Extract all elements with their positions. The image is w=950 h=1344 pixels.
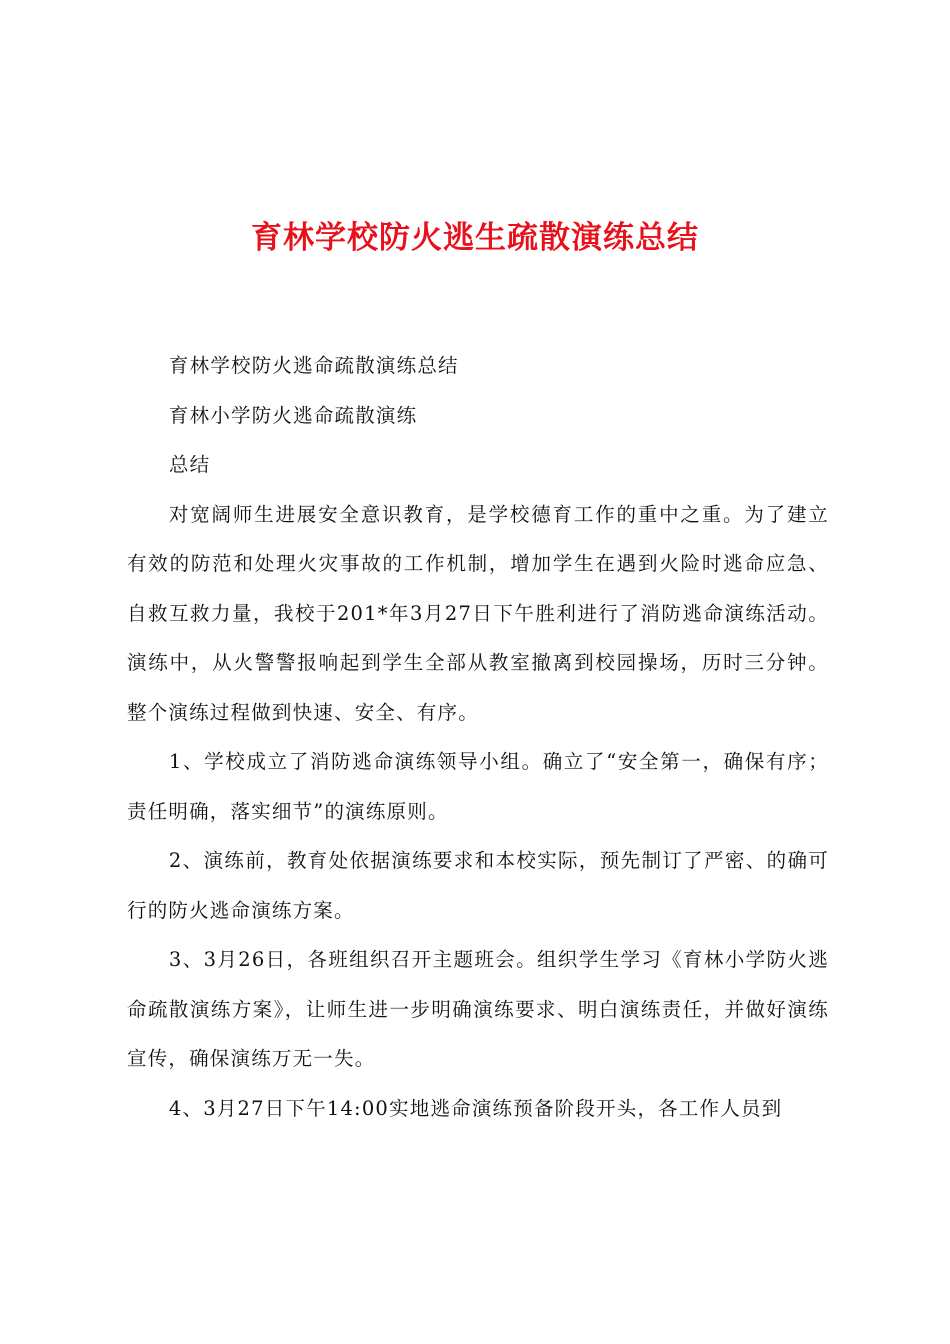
paragraph: 育林小学防火逃命疏散演练 [168,403,418,427]
paragraph: 2、演练前，教育处依据演练要求和本校实际，预先制订了严密、的确可行的防火逃命演练方案。 [127,849,829,922]
document-title: 育林学校防火逃生疏散演练总结 [251,220,699,256]
document-body [127,341,829,1133]
paragraph: 育林学校防火逃命疏散演练总结 [168,354,459,377]
paragraph: 对宽阔师生进展安全意识教育，是学校德育工作的重中之重。为了建立有效的防范和处理火灾事故的工作机制，增加学生在遇到火险时逃命应急、自救互救力量，我校于201*年3月27日下午胜利进行了消防逃命演练活动。演练中，从火警警报响起到学生全部从教室撤离到校园操场，历时三分钟。整个演练过程做到快速、安全、有序。 [127,502,829,724]
paragraph: 1、学校成立了消防逃命演练领导小组。确立了“安全第一，确保有序；责任明确，落实细节”的演练原则。 [127,750,829,823]
paragraph: 总结 [168,453,211,476]
paragraph: 3、3月26日，各班组织召开主题班会。组织学生学习《育林小学防火逃命疏散演练方案》，让师生进一步明确演练要求、明白演练责任，并做好演练宣传，确保演练万无一失。 [127,948,829,1070]
paragraph: 4、3月27日下午14:00实地逃命演练预备阶段开头，各工作人员到 [168,1096,783,1120]
